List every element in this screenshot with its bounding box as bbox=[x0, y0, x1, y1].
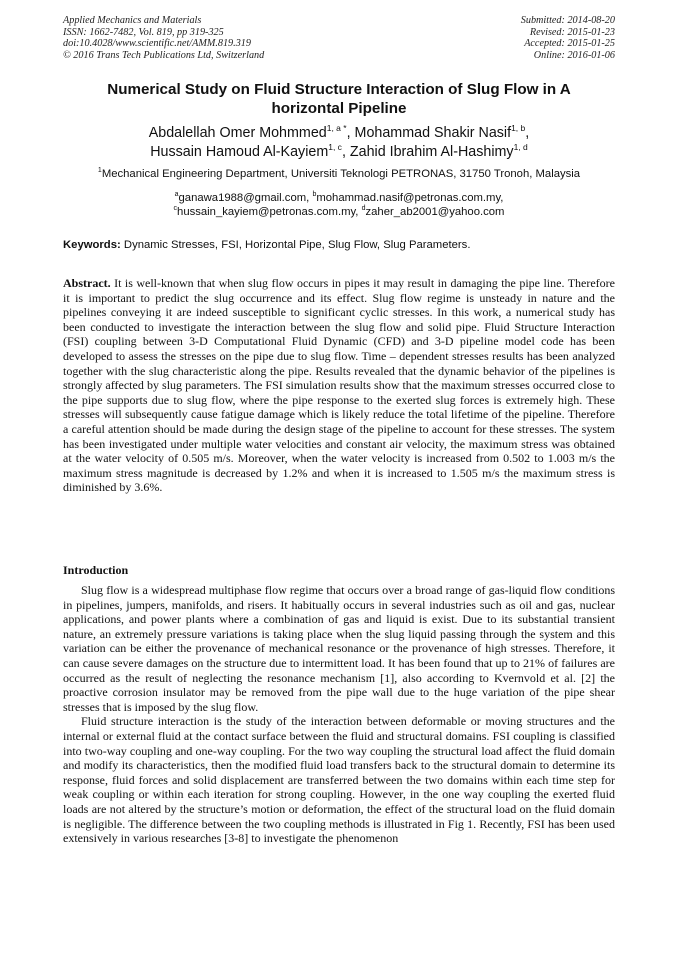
emails-line-2 bbox=[63, 205, 615, 219]
affiliation-sup: 1 bbox=[97, 167, 102, 174]
paper-title bbox=[63, 80, 615, 118]
email-a-sup: a bbox=[174, 191, 179, 198]
date-online: Online: 2016-01-06 bbox=[533, 49, 615, 61]
journal-doi[interactable]: doi:10.4028/www.scientific.net/AMM.819.319 bbox=[63, 38, 251, 50]
title-line-1: Numerical Study on Fluid Structure Interaction of Slug Flow in A bbox=[107, 81, 571, 98]
email-d-sup: d bbox=[361, 205, 366, 212]
section-heading-introduction: Introduction bbox=[63, 563, 129, 577]
abstract bbox=[63, 276, 615, 495]
author-4-sup: 1, d bbox=[513, 141, 528, 152]
affiliation-text: Mechanical Engineering Department, Universiti Teknologi PETRONAS, 31750 Tronoh, Malaysia bbox=[101, 168, 581, 180]
email-c-sup: c bbox=[173, 205, 178, 212]
title-line-2: horizontal Pipeline bbox=[271, 100, 407, 117]
journal-name: Applied Mechanics and Materials bbox=[63, 15, 202, 26]
affiliation bbox=[63, 167, 615, 181]
email-b-sup: b bbox=[312, 191, 317, 198]
author-emails bbox=[63, 191, 615, 219]
keywords-text: Dynamic Stresses, FSI, Horizontal Pipe, Slug Flow, Slug Parameters. bbox=[120, 239, 471, 251]
author-separator: , bbox=[341, 143, 350, 160]
introduction-paragraph-1: Slug flow is a widespread multiphase flow regime that occurs over a broad range of gas-liquid flow conditions in pipelines, jumpers, manifolds, and risers. It habitually occurs in several industries such as oil and gas, nuclear applications, and power plants where a combination of gas and liquid is exist. Due to its substantial transient nature, an extremely pressure variations is taking place when the slug liquid passing through the system and this variation can be either the provenance of mechanical resonance or the provenance of high stresses. Therefore, it can cause severe damages on the structure due to intermittent load. It has been found that up to 21% of failures are occurred as the result of neglecting the resonance mechanism [1], also according to Kvernvold et al. [2] the proactive corrosion insulator may be removed from the pipe wall due to the huge variation of the pipe shear stresses that is imposed by the slug flow. bbox=[63, 583, 615, 714]
submission-dates bbox=[415, 15, 615, 61]
abstract-label: Abstract. bbox=[63, 276, 111, 290]
abstract-text: It is well-known that when slug flow occurs in pipes it may result in damaging the pipe line. Therefore it is important to predict the slug occurrence and its effect. Slug flow regime is unsteady in nature and the pipelines conveying it are indeed susceptible to significant cyclic stresses. In this work, a numerical study has been conducted to investigate the interaction between the slug flow and solid pipe. Fluid Structure Interaction (FSI) coupling between 3-D Computational Fluid Dynamic (CFD) and 3-D pipeline model code has been developed to assess the stresses on the pipe due to slug flow. Time – dependent stresses results has been analyzed together with the slug characteristic along the pipe. Results revealed that the dynamic behavior of the pipelines is strongly affected by slug parameters. The FSI simulation results show that the maximum stresses occurred close to the pipe supports due to slug flow, where the pipe response to the exerted slug forces is extremely high. These stresses will subsequently cause fatigue damage which is likely reduce the total lifetime of the pipeline. Therefore a careful attention should be made during the design stage of the pipeline to account for these stresses. The system has been investigated under multiple water velocities and constant air velocity, the maximum stress was obtained at the water velocity of 0.505 m/s. Moreover, when the water velocity is increased from 0.502 to 1.003 m/s the maximum stress magnitude is decreased by 1.2% and when it is increased to 1.505 m/s the maximum stress is diminished by 3.6%. bbox=[63, 276, 615, 495]
journal-copyright: © 2016 Trans Tech Publications Ltd, Switzerland bbox=[63, 49, 265, 61]
author-1: Abdalellah Omer Mohmmed bbox=[148, 125, 327, 141]
date-revised: Revised: 2015-01-23 bbox=[529, 26, 615, 38]
date-submitted: Submitted: 2014-08-20 bbox=[520, 15, 615, 26]
keywords-label: Keywords: bbox=[63, 239, 121, 251]
author-3: Hussain Hamoud Al-Kayiem bbox=[150, 143, 329, 160]
journal-info bbox=[63, 15, 363, 61]
author-separator: , bbox=[525, 125, 530, 141]
emails-line-1 bbox=[63, 191, 615, 205]
journal-issn: ISSN: 1662-7482, Vol. 819, pp 319-325 bbox=[63, 26, 224, 38]
author-list bbox=[63, 124, 615, 161]
author-2: Mohammad Shakir Nasif bbox=[354, 125, 512, 141]
authors-line-1 bbox=[63, 124, 615, 143]
author-1-sup: 1, a * bbox=[326, 123, 347, 133]
keywords bbox=[63, 238, 615, 252]
email-c[interactable]: hussain_kayiem@petronas.com.my, bbox=[177, 206, 362, 218]
author-2-sup: 1, b bbox=[511, 123, 526, 133]
date-accepted: Accepted: 2015-01-25 bbox=[524, 38, 615, 50]
author-separator: , bbox=[346, 125, 355, 141]
introduction-paragraph-2: Fluid structure interaction is the study of the interaction between deformable or moving structures and the internal or external fluid at the contact surface between the fluid and structural domains. FSI coupling is classified into two-way coupling and one-way coupling. For the two way coupling the structural load affect the fluid domain and modify its characteristics, then the modified fluid load transfers back to the structural domain to determine its response, fluid forces and solid displacement are transferred between the two domains within each time step for weak coupling or within each iteration for strong coupling. However, in the one way coupling the exerted fluid loads are not altered by the structure’s motion or deformation, the effect of the structural load on the fluid domain is negligible. The difference between the two coupling methods is illustrated in Fig 1. Recently, FSI has been used extensively in various researches [3-8] to investigate the phenomenon bbox=[63, 714, 615, 846]
author-4: Zahid Ibrahim Al-Hashimy bbox=[349, 143, 514, 160]
author-3-sup: 1, c bbox=[328, 141, 342, 152]
email-b[interactable]: mohammad.nasif@petronas.com.my, bbox=[316, 192, 504, 204]
email-d[interactable]: zaher_ab2001@yahoo.com bbox=[365, 206, 505, 218]
authors-line-2 bbox=[63, 143, 615, 162]
introduction-body bbox=[63, 583, 615, 846]
email-a[interactable]: ganawa1988@gmail.com, bbox=[178, 192, 313, 204]
